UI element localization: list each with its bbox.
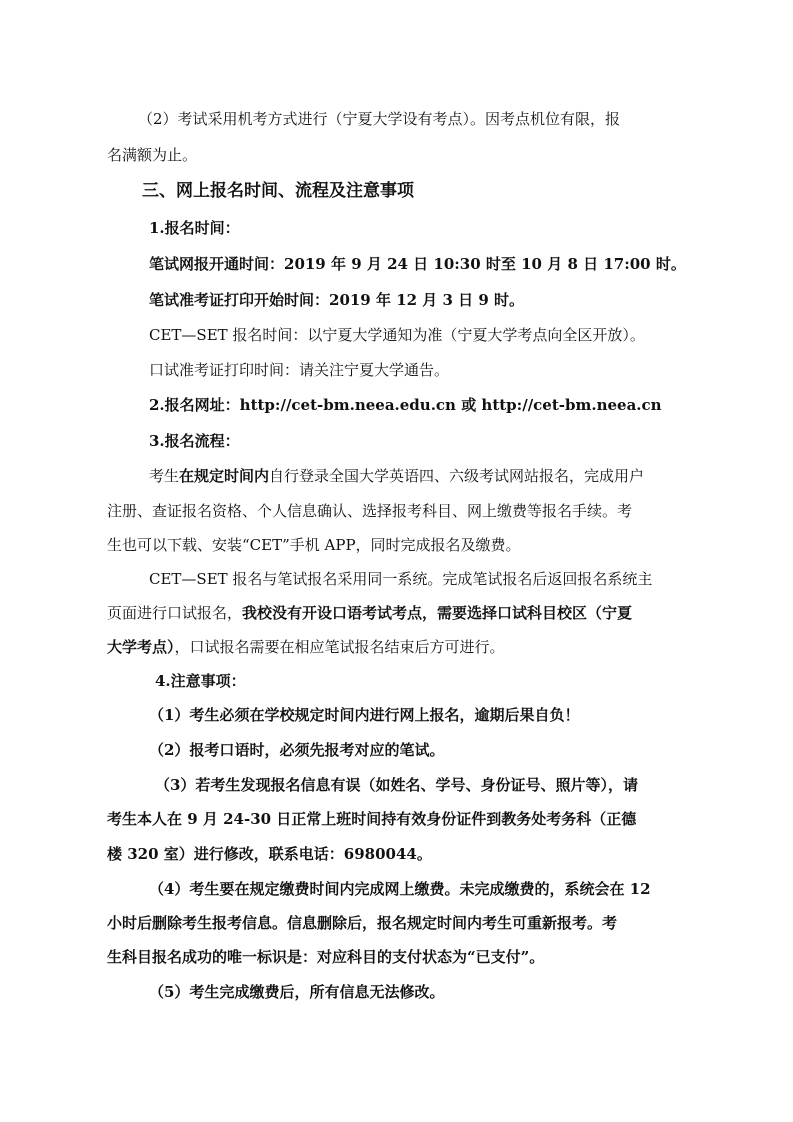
text-run: 考生 [149, 467, 180, 485]
paragraph-line: 笔试网报开通时间：2019 年 9 月 24 日 10:30 时至 10 月 8 日 17:00 时。 [149, 255, 686, 273]
url-connector: 或 [455, 396, 482, 414]
registration-link[interactable]: http://cet-bm.neea.edu.cn [239, 396, 456, 414]
subsection-title: 3.报名流程： [149, 432, 240, 450]
text-run: 页面进行口试报名， [107, 604, 243, 622]
paragraph-line [149, 394, 739, 416]
note-item: （1）考生必须在学校规定时间内进行网上报名，逾期后果自负！ [149, 706, 580, 724]
section-heading: 三、网上报名时间、流程及注意事项 [142, 181, 414, 201]
paragraph-line: 名满额为止。 [107, 146, 198, 164]
paragraph-line: 生也可以下载、安装“CET”手机 APP，同时完成报名及缴费。 [107, 536, 521, 554]
note-item: （3）若考生发现报名信息有误（如姓名、学号、身份证号、照片等），请 [155, 776, 638, 794]
paragraph-line: 注册、查证报名资格、个人信息确认、选择报考科目、网上缴费等报名手续。考 [107, 502, 633, 520]
registration-link[interactable]: http://cet-bm.neea.cn [481, 396, 662, 414]
text-run: 大学考点） [107, 638, 175, 656]
paragraph-line: 笔试准考证打印开始时间：2019 年 12 月 3 日 9 时。 [149, 291, 525, 309]
paragraph-line: 口试准考证打印时间：请关注宁夏大学通告。 [149, 361, 450, 379]
text-run: 自行登录全国大学英语四、六级考试网站报名，完成用户 [269, 467, 645, 485]
paragraph-line [107, 602, 697, 624]
note-item: 考生本人在 9 月 24-30 日正常上班时间持有效身份证件到教务处考务科（正德 [107, 810, 637, 828]
subsection-title: 4.注意事项： [155, 672, 246, 690]
text-run: 我校没有开设口语考试考点，需要选择口试科目校区（宁夏 [242, 604, 633, 622]
paragraph-line: （2）考试采用机考方式进行（宁夏大学设有考点）。因考点机位有限，报 [138, 110, 621, 128]
subsection-title: 1.报名时间： [149, 219, 240, 237]
note-item: 楼 320 室）进行修改，联系电话：6980044。 [107, 845, 432, 863]
text-run: ，口试报名需要在相应笔试报名结束后方可进行。 [174, 638, 505, 656]
note-item: 生科目报名成功的唯一标识是：对应科目的支付状态为“已支付”。 [107, 948, 545, 966]
text-run: 在规定时间内 [179, 467, 270, 485]
note-item: 小时后删除考生报考信息。信息删除后，报名规定时间内考生可重新报考。考 [107, 914, 618, 932]
url-label: 2.报名网址： [149, 396, 240, 414]
note-item: （2）报考口语时，必须先报考对应的笔试。 [149, 741, 445, 759]
paragraph-line: CET—SET 报名与笔试报名采用同一系统。完成笔试报名后返回报名系统主 [149, 570, 653, 588]
note-item: （4）考生要在规定缴费时间内完成网上缴费。未完成缴费的，系统会在 12 [149, 880, 651, 898]
note-item: （5）考生完成缴费后，所有信息无法修改。 [149, 983, 445, 1001]
paragraph-line [107, 636, 697, 658]
paragraph-line: CET—SET 报名时间：以宁夏大学通知为准（宁夏大学考点向全区开放）。 [149, 326, 645, 344]
paragraph-line [149, 465, 739, 487]
